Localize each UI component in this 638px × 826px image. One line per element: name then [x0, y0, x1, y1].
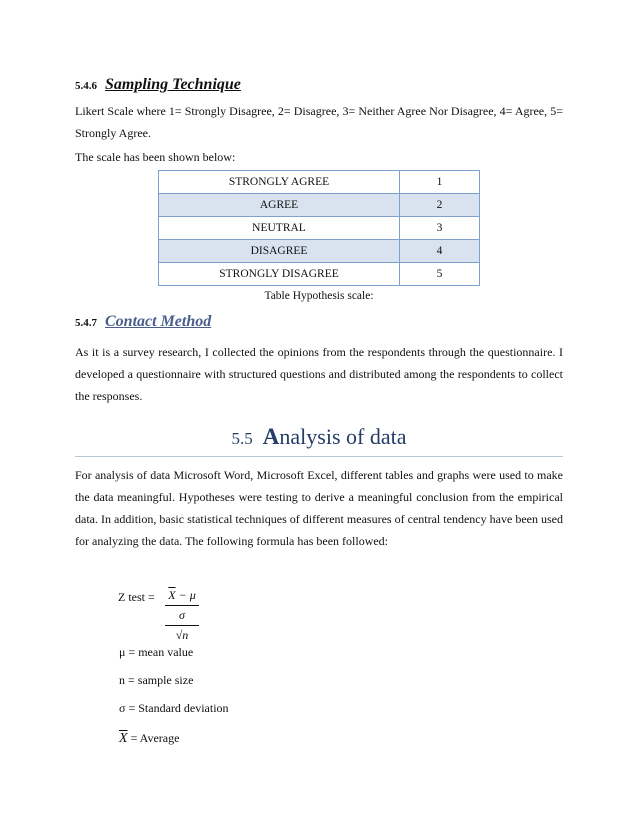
table-caption: Table Hypothesis scale:	[264, 290, 374, 302]
fraction-bar	[165, 605, 199, 606]
scale-label: NEUTRAL	[159, 217, 400, 240]
table-row	[159, 263, 480, 286]
section-divider	[75, 456, 563, 457]
definition-mu: μ = mean value	[119, 645, 194, 659]
fraction-denominator-root: √n	[175, 628, 189, 642]
definition-average	[119, 731, 179, 747]
section-title-rest: nalysis of data	[279, 424, 407, 449]
fraction-denominator-sigma: σ	[179, 608, 185, 622]
x-bar-symbol: $\overline{X}$	[168, 588, 176, 602]
section-number: 5.4.7	[75, 317, 97, 329]
section-heading-analysis	[0, 424, 638, 450]
formula-label: Z test =	[118, 590, 155, 604]
average-text: = Average	[127, 731, 180, 745]
scale-value: 2	[400, 194, 480, 217]
hypothesis-scale-table	[158, 170, 480, 286]
scale-value: 3	[400, 217, 480, 240]
scale-value: 5	[400, 263, 480, 286]
analysis-paragraph: For analysis of data Microsoft Word, Microsoft Excel, different tables and graphs were used to make the data meaningful. Hypotheses were testing to derive a meaningful conclusion from the empirical data. In addition, basic statistical techniques of different measures of central tendency have been used for analyzing the data. The following formula has been followed:	[75, 468, 563, 548]
scale-label: DISAGREE	[159, 240, 400, 263]
scale-value: 1	[400, 171, 480, 194]
scale-label: STRONGLY DISAGREE	[159, 263, 400, 286]
contact-paragraph: As it is a survey research, I collected the opinions from the respondents through the questionnaire. I developed a questionnaire with structured questions and distributed among the respondents to collect the responses.	[75, 345, 563, 403]
table-row	[159, 217, 480, 240]
likert-paragraph: Likert Scale where 1= Strongly Disagree, 2= Disagree, 3= Neither Agree Nor Disagree, 4= Agree, 5= Strongly Agree.	[75, 104, 563, 140]
heading-sampling-technique	[75, 76, 241, 94]
section-title: Contact Method	[105, 313, 212, 330]
table-row	[159, 171, 480, 194]
definition-sigma: σ = Standard deviation	[119, 701, 229, 715]
table-row	[159, 240, 480, 263]
fraction-bar	[165, 625, 199, 626]
definition-n: n = sample size	[119, 673, 194, 687]
section-number: 5.5	[231, 429, 253, 448]
table-row	[159, 194, 480, 217]
scale-label: STRONGLY AGREE	[159, 171, 400, 194]
section-title: Sampling Technique	[105, 76, 241, 93]
z-test-fraction	[164, 588, 200, 643]
scale-value: 4	[400, 240, 480, 263]
scale-label: AGREE	[159, 194, 400, 217]
heading-contact-method	[75, 313, 211, 331]
numerator-rest: − μ	[175, 588, 196, 602]
section-number: 5.4.6	[75, 80, 97, 92]
x-bar-symbol: $\overline{X}$	[119, 731, 128, 746]
section-first-letter: A	[262, 424, 280, 449]
fraction-numerator	[164, 588, 200, 603]
scale-intro: The scale has been shown below:	[75, 150, 236, 164]
